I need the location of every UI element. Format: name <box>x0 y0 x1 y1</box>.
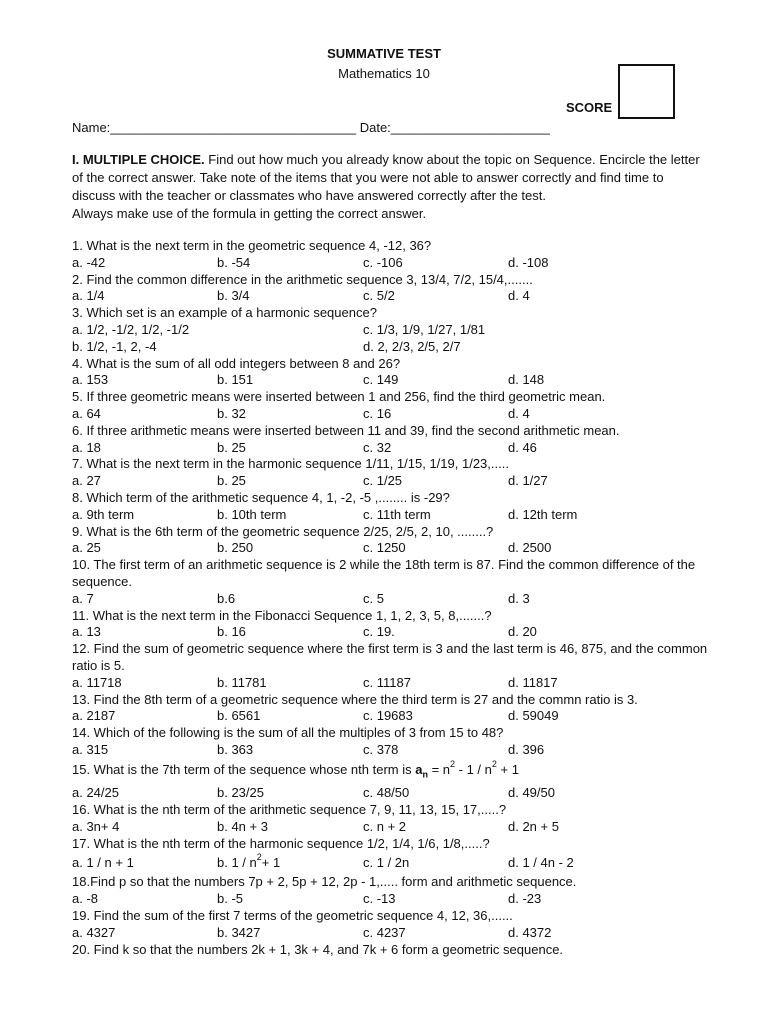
answer-choice[interactable]: a. 64 <box>72 405 101 421</box>
score-label: SCORE <box>566 100 613 115</box>
answer-choice[interactable]: d. 396 <box>508 741 545 757</box>
answer-choice[interactable]: a. 153 <box>72 372 109 388</box>
answer-choice[interactable]: d. 148 <box>508 372 545 388</box>
question-text: 14. Which of the following is the sum of all the multiples of 3 from 15 to 48? <box>72 725 504 741</box>
answer-choices <box>72 624 712 641</box>
name-date-line: Name:__________________________________ Date:______________________ <box>72 120 550 135</box>
answer-choice[interactable]: b. 3427 <box>217 924 261 940</box>
question-text: 11. What is the next term in the Fibonacci Sequence 1, 1, 2, 3, 5, 8,.......? <box>72 607 492 623</box>
answer-choice[interactable]: a. 2187 <box>72 708 116 724</box>
answer-choice[interactable]: a. 25 <box>72 540 101 556</box>
answer-choices <box>72 852 712 874</box>
answer-choice[interactable]: b. 4n + 3 <box>217 818 268 834</box>
instructions-reminder: Always make use of the formula in getting the correct answer. <box>72 206 427 221</box>
question-text: 1. What is the next term in the geometric sequence 4, -12, 36? <box>72 238 432 253</box>
answer-choice[interactable]: c. 1/3, 1/9, 1/27, 1/81 <box>363 321 486 337</box>
answer-choice[interactable]: b. 3/4 <box>217 288 250 304</box>
instructions <box>72 151 702 223</box>
answer-choice[interactable]: a. 1 / n + 1 <box>72 855 134 871</box>
answer-choice[interactable]: c. 19683 <box>363 708 413 724</box>
question-text: 3. Which set is an example of a harmonic sequence? <box>72 305 377 321</box>
question-text-part: = n <box>427 761 451 777</box>
answer-choice[interactable]: b. 6561 <box>217 708 261 724</box>
answer-choice[interactable]: a. -8 <box>72 891 99 907</box>
question-text-part: + 1 <box>496 761 519 777</box>
answer-choice[interactable]: b. -5 <box>217 891 244 907</box>
answer-choice[interactable]: b. 25 <box>217 439 246 455</box>
answer-choice[interactable]: b. 151 <box>217 372 254 388</box>
answer-choice[interactable]: c. 149 <box>363 372 399 388</box>
answer-choice[interactable]: a. 1/4 <box>72 288 105 304</box>
answer-choice[interactable]: d. 4 <box>508 288 530 304</box>
question-text <box>72 759 712 786</box>
answer-choice[interactable]: d. 12th term <box>508 506 578 522</box>
answer-choice[interactable]: d. 3 <box>508 590 530 606</box>
answer-choice[interactable]: c. 4237 <box>363 924 406 940</box>
answer-choice[interactable]: d. 49/50 <box>508 785 555 801</box>
answer-choices <box>72 372 712 389</box>
answer-choice[interactable]: c. n + 2 <box>363 818 406 834</box>
question-text: 4. What is the sum of all odd integers between 8 and 26? <box>72 355 401 371</box>
answer-choice[interactable]: c. 5 <box>363 590 384 606</box>
answer-choices <box>72 591 712 608</box>
answer-choice[interactable]: c. 1 / 2n <box>363 855 410 871</box>
question-text: 8. Which term of the arithmetic sequence 4, 1, -2, -5 ,........ is -29? <box>72 489 450 505</box>
answer-choices <box>72 288 712 305</box>
answer-choice[interactable]: b. 363 <box>217 741 254 757</box>
question-text: 17. What is the nth term of the harmonic sequence 1/2, 1/4, 1/6, 1/8,.....? <box>72 835 490 851</box>
question-text: 5. If three geometric means were inserted between 1 and 256, find the third geometric mean. <box>72 389 606 405</box>
answer-choice[interactable]: c. 16 <box>363 405 392 421</box>
answer-choices <box>72 507 712 524</box>
answer-choices <box>72 339 712 356</box>
question-text-part: 15. What is the 7th term of the sequence whose nth term is <box>72 761 416 777</box>
answer-choice[interactable]: d. 1/27 <box>508 473 548 489</box>
formula-subscript: n <box>422 769 428 780</box>
formula-exponent: 2 <box>491 758 497 769</box>
answer-choices <box>72 742 712 759</box>
answer-choice[interactable]: d. 59049 <box>508 708 559 724</box>
answer-choices <box>72 322 712 339</box>
question-text: 16. What is the nth term of the arithmetic sequence 7, 9, 11, 13, 15, 17,.....? <box>72 802 507 818</box>
question-text: 20. Find k so that the numbers 2k + 1, 3k + 4, and 7k + 6 form a geometric sequence. <box>72 941 564 957</box>
answer-choice[interactable]: b. 16 <box>217 624 246 640</box>
answer-choice[interactable]: c. 48/50 <box>363 785 410 801</box>
formula-term: $a_n$ <box>415 761 428 780</box>
instructions-text: Find out how much you already know about the topic on Sequence. Encircle the letter of the correct answer. Take note of the items that you were not able to answer correctly and find time to discuss with the teacher or classmates who have answered correctly after the test. <box>72 152 700 203</box>
answer-choice[interactable]: a. 4327 <box>72 924 116 940</box>
choice-exponent: 2 <box>256 852 262 863</box>
question-text: 10. The first term of an arithmetic sequence is 2 while the 18th term is 87. Find the common difference of the sequence. <box>72 557 696 589</box>
answer-choices <box>72 440 712 457</box>
answer-choice[interactable]: c. 1250 <box>363 540 406 556</box>
section-heading: I. MULTIPLE CHOICE. <box>72 152 205 167</box>
answer-choice[interactable]: b. $1 / n^2+ 1$ <box>217 852 281 871</box>
question-text: 13. Find the 8th term of a geometric sequence where the third term is 27 and the commn ratio is 3. <box>72 691 638 707</box>
answer-choice[interactable]: a. 9th term <box>72 506 135 522</box>
answer-choice[interactable]: b.6 <box>217 590 236 606</box>
question-text-part: - 1 / n <box>455 761 492 777</box>
answer-choice[interactable]: d. -23 <box>508 891 542 907</box>
answer-choices <box>72 473 712 490</box>
answer-choices <box>72 925 712 942</box>
question-text: 19. Find the sum of the first 7 terms of the geometric sequence 4, 12, 36,...... <box>72 908 513 924</box>
answer-choice[interactable]: b. 1/2, -1, 2, -4 <box>72 338 157 354</box>
question-text: 12. Find the sum of geometric sequence where the first term is 3 and the last term is 46, 875, and the common ratio is 5. <box>72 641 708 673</box>
answer-choice[interactable]: b. -54 <box>217 254 251 270</box>
answer-choice[interactable]: d. 2, 2/3, 2/5, 2/7 <box>363 338 461 354</box>
answer-choices <box>72 406 712 423</box>
answer-choice[interactable]: c. -13 <box>363 891 396 907</box>
answer-choices <box>72 819 712 836</box>
answer-choice[interactable]: d. 4372 <box>508 924 552 940</box>
answer-choice[interactable]: b. 23/25 <box>217 785 264 801</box>
question-text: 2. Find the common difference in the arithmetic sequence 3, 13/4, 7/2, 15/4,....... <box>72 271 533 287</box>
answer-choice[interactable]: d. 2n + 5 <box>508 818 559 834</box>
answer-choices <box>72 708 712 725</box>
answer-choice[interactable]: a. 7 <box>72 590 94 606</box>
answer-choice[interactable]: c. 19. <box>363 624 395 640</box>
answer-choice[interactable]: a. 3n+ 4 <box>72 818 120 834</box>
question-text: 9. What is the 6th term of the geometric sequence 2/25, 2/5, 2, 10, ........? <box>72 523 494 539</box>
answer-choices <box>72 540 712 557</box>
answer-choice[interactable]: b. 11781 <box>217 674 267 690</box>
answer-choice[interactable]: d. -108 <box>508 254 549 270</box>
answer-choice[interactable]: a. 11718 <box>72 674 122 690</box>
answer-choices <box>72 675 712 692</box>
answer-choice[interactable]: c. 1/25 <box>363 473 403 489</box>
answer-choice[interactable]: a. 315 <box>72 741 109 757</box>
test-title: SUMMATIVE TEST <box>327 46 441 61</box>
answer-choices <box>72 891 712 908</box>
answer-choice[interactable]: c. 11187 <box>363 674 411 690</box>
question-text: 18.Find p so that the numbers 7p + 2, 5p + 12, 2p - 1,..... form and arithmetic sequence. <box>72 874 577 890</box>
answer-choice[interactable]: d. 20 <box>508 624 537 640</box>
question-text: 7. What is the next term in the harmonic sequence 1/11, 1/15, 1/19, 1/23,..... <box>72 456 509 472</box>
answer-choice[interactable]: a. 13 <box>72 624 101 640</box>
answer-choice[interactable]: b. 250 <box>217 540 254 556</box>
answer-choice[interactable]: d. 11817 <box>508 674 558 690</box>
answer-choice[interactable]: c. 5/2 <box>363 288 395 304</box>
answer-choice[interactable]: c. 11th term <box>363 506 431 522</box>
answer-choice[interactable]: a. 18 <box>72 439 101 455</box>
answer-choice[interactable]: c. -106 <box>363 254 403 270</box>
answer-choice[interactable]: b. 10th term <box>217 506 287 522</box>
score-box[interactable] <box>618 64 675 119</box>
answer-choice[interactable]: c. 378 <box>363 741 399 757</box>
answer-choice[interactable]: d. 4 <box>508 405 530 421</box>
answer-choice[interactable]: d. 46 <box>508 439 537 455</box>
answer-choice[interactable]: a. -42 <box>72 254 106 270</box>
answer-choice[interactable]: c. 32 <box>363 439 392 455</box>
questions-list <box>72 238 712 958</box>
answer-choices <box>72 785 712 802</box>
answer-choice[interactable]: d. 1 / 4n - 2 <box>508 855 574 871</box>
test-subtitle: Mathematics 10 <box>338 66 430 81</box>
answer-choices <box>72 255 712 272</box>
answer-choice[interactable]: a. 1/2, -1/2, 1/2, -1/2 <box>72 321 190 337</box>
answer-choice[interactable]: a. 27 <box>72 473 101 489</box>
formula-exponent: 2 <box>450 758 456 769</box>
answer-choice[interactable]: a. 24/25 <box>72 785 119 801</box>
question-text: 6. If three arithmetic means were inserted between 11 and 39, find the second arithmetic mean. <box>72 422 620 438</box>
answer-choice[interactable]: b. 25 <box>217 473 246 489</box>
answer-choice[interactable]: d. 2500 <box>508 540 552 556</box>
answer-choice[interactable]: b. 32 <box>217 405 246 421</box>
